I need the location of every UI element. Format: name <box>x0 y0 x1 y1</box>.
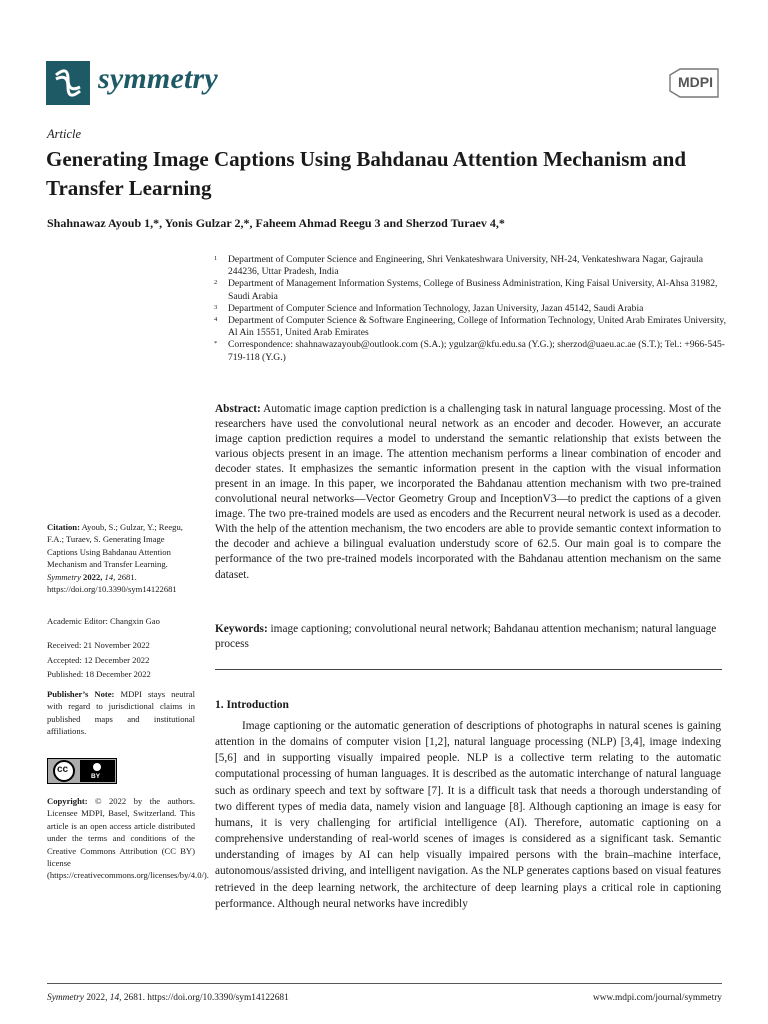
footer-divider <box>47 983 722 984</box>
received-date: Received: 21 November 2022 <box>47 640 150 650</box>
abstract-label: Abstract: <box>215 403 261 415</box>
journal-name: symmetry <box>98 62 218 95</box>
keywords-label: Keywords: <box>215 623 268 635</box>
cc-badge-label: cc <box>57 764 69 775</box>
section-heading-introduction: 1. Introduction <box>215 699 289 711</box>
affiliations <box>212 254 732 364</box>
keywords <box>215 622 721 652</box>
paper-title: Generating Image Captions Using Bahdanau Attention Mechanism and Transfer Learning <box>46 147 686 200</box>
affiliation-3: 3 Department of Computer Science and Information Technology, Jazan University, Jazan 45142, Saudi Arabia <box>214 302 644 314</box>
mdpi-label: MDPI <box>678 74 713 90</box>
citation-block: Citation: Ayoub, S.; Gulzar, Y.; Reegu, F.A.; Turaev, S. Generating Image Captions Using Bahdanau Attention Mechanism and Transfer Learning. Symmetry 2022, 14, 2681. https://doi.org/10.3390/sym14122681 <box>47 522 183 595</box>
abstract <box>215 402 721 583</box>
published-date: Published: 18 December 2022 <box>47 669 151 679</box>
keywords-text: image captioning; convolutional neural network; Bahdanau attention mechanism; natural language process <box>215 623 717 651</box>
citation-doi-link[interactable]: https://doi.org/10.3390/sym14122681 <box>47 584 177 595</box>
cc-by-label: BY <box>91 773 101 780</box>
academic-editor: Academic Editor: Changxin Gao <box>47 616 160 626</box>
affiliation-4: 4 Department of Computer Science & Software Engineering, College of Information Technology, United Arab Emirates University, Al Ain 15551, United Arab Emirates <box>214 315 726 339</box>
abstract-text: Automatic image caption prediction is a challenging task in natural language processing. Most of the researchers have used the convolutional neural network as an encoder and decoder. However, an accurate image caption prediction requires a model to understand the semantic relationship that exists between the various objects present in an image. The attention mechanism performs a linear combination of encoder and decoder states. It emphasizes the semantic information present in the caption with the visual information present in an image. In this paper, we incorporated the Bahdanau attention mechanism with two pre-trained convolutional neural networks—Vector Geometry Group and InceptionV3—to predict the captions of a given image. The two pre-trained models are used as encoders and the Recurrent neural network is used as a decoder. With the help of the attention mechanism, the two encoders are able to provide semantic context information to the decoder and achieve a bilingual evaluation understudy score of 62.5. Our main goal is to compare the performance of the two pre-trained models incorporated with the Bahdanau attention mechanism on the same dataset. <box>215 403 721 581</box>
author-list: Shahnawaz Ayoub 1,*, Yonis Gulzar 2,*, Faheem Ahmad Reegu 3 and Sherzod Turaev 4,* <box>47 216 505 230</box>
affiliation-1: 1 Department of Computer Science and Engineering, Shri Venkateshwara University, NH-24, Venkateshwara Nagar, Gajraula 244236, Uttar Pradesh, India <box>214 254 703 278</box>
journal-logo-icon <box>46 61 90 105</box>
copyright-notice: Copyright: © 2022 by the authors. Licensee MDPI, Basel, Switzerland. This article is an open access article distributed under the terms and conditions of the Creative Commons Attribution (CC BY) license (https://creativecommons.org/licenses/by/4.0/). <box>47 796 209 881</box>
section-divider <box>215 669 722 670</box>
cc-by-license-icon[interactable] <box>47 758 117 784</box>
affiliation-2: 2 Department of Management Information Systems, College of Business Administration, King Faisal University, Al-Ahsa 31982, Saudi Arabia <box>214 278 718 302</box>
footer-journal-url[interactable]: www.mdpi.com/journal/symmetry <box>592 993 722 1003</box>
publisher-note: Publisher’s Note: MDPI stays neutral with regard to jurisdictional claims in published maps and institutional affiliations. <box>47 689 195 737</box>
correspondence: * Correspondence: shahnawazayoub@outlook.com (S.A.); ygulzar@kfu.edu.sa (Y.G.); sherzod@uaeu.ac.ae (S.T.); Tel.: +966-545-719-118 (Y.G.) <box>214 339 725 363</box>
footer-citation: Symmetry 2022, 14, 2681. https://doi.org/10.3390/sym14122681 <box>47 993 289 1003</box>
mdpi-logo <box>666 66 722 100</box>
introduction-text: Image captioning or the automatic generation of descriptions of photographs in natural scenes is gaining attention in the domains of computer vision [1,2], natural language processing (NLP) [3,4], image indexing [5,6] and in supporting visually impaired people. NLP is a collective term relating to the automatic computational processing of human languages. It is described as the automatic interchange of natural language such as ordinary speech and text by software [7]. It is a difficult task that needs a thorough understanding of two different types of media data, namely vision and language [8]. Although captioning an image is easy for humans, it is very challenging for artificial intelligence (AI). Therefore, automatic captioning on a comprehensive understanding of real-world scenes of images is considered as a significant task. Semantic understanding of images by AI can help visually impaired persons with the brain–machine interface, autonomous/assisted driving, and intelligent navigation. As the NLP generates captions based on visual features retrieved in the deep learning network, the architecture of deep learning plays a critical role in captioning performance. Although neural networks have incredibly <box>215 720 721 910</box>
accepted-date: Accepted: 12 December 2022 <box>47 655 150 665</box>
article-type: Article <box>47 127 82 141</box>
